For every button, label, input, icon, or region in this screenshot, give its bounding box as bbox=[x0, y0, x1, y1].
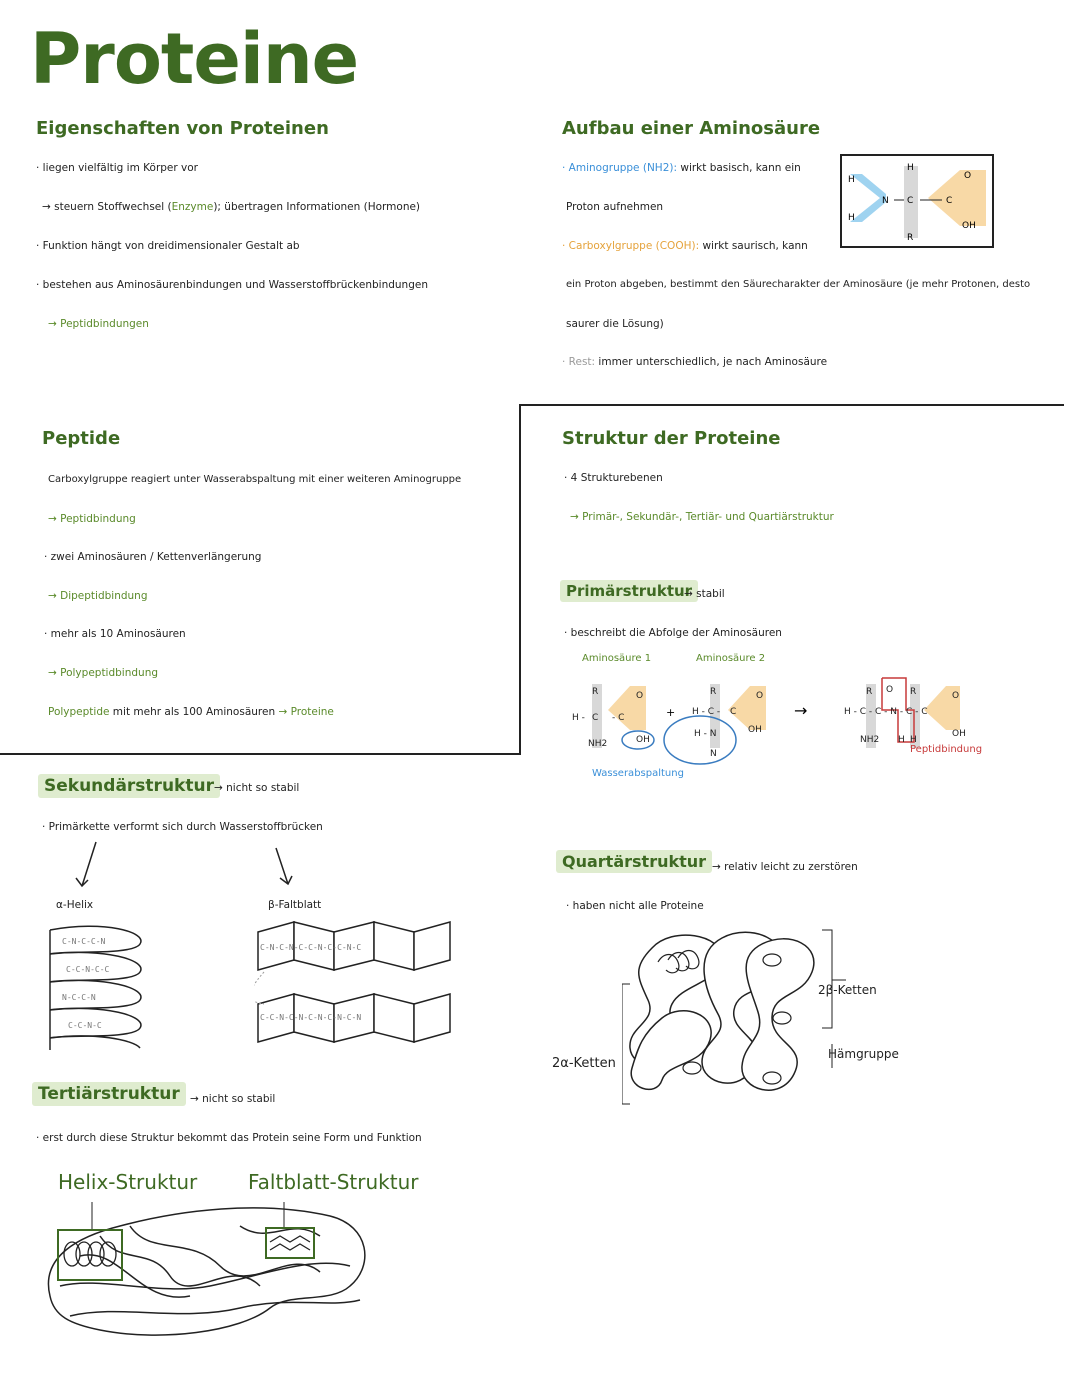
peptidbindung-label: Peptidbindung bbox=[910, 744, 983, 755]
svg-text:C-N-C-C-N: C-N-C-C-N bbox=[62, 937, 106, 946]
svg-text:H: H bbox=[910, 735, 917, 745]
svg-text:R: R bbox=[910, 687, 917, 697]
eigenschaften-line-4: · bestehen aus Aminosäurenbindungen und Wasserstoffbrückenbindungen bbox=[36, 279, 428, 291]
svg-text:N: N bbox=[710, 749, 717, 759]
eigenschaften-line-5: → Peptidbindungen bbox=[48, 318, 149, 330]
mol-c: C bbox=[907, 196, 914, 206]
plus-sign: + bbox=[666, 706, 676, 719]
svg-text:C-C-N-C: C-C-N-C bbox=[68, 1021, 102, 1030]
svg-text:NH2: NH2 bbox=[588, 739, 608, 749]
beta-ketten-label: 2β-Ketten bbox=[818, 983, 877, 997]
primaer-heading-wrap bbox=[560, 582, 698, 600]
reaction-arrow: → bbox=[794, 701, 808, 720]
haemoglobin-drawing bbox=[622, 928, 912, 1108]
svg-text:R: R bbox=[710, 687, 717, 697]
eigenschaften-line-2: → steuern Stoffwechsel (Enzyme); übertragen Informationen (Hormone) bbox=[42, 201, 421, 213]
aufbau-line-5: saurer die Lösung) bbox=[566, 318, 664, 330]
aufbau-heading: Aufbau einer Aminosäure bbox=[562, 118, 821, 139]
sekundaer-heading-wrap bbox=[38, 776, 220, 796]
quartaer-heading-wrap bbox=[556, 852, 712, 871]
sekundaer-line-1: · Primärkette verformt sich durch Wasserstoffbrücken bbox=[42, 821, 323, 833]
peptide-line-3: · zwei Aminosäuren / Kettenverlängerung bbox=[44, 551, 262, 563]
primaer-heading: Primärstruktur bbox=[560, 580, 698, 602]
eigenschaften-heading: Eigenschaften von Proteinen bbox=[36, 118, 329, 139]
primaer-line-1: · beschreibt die Abfolge der Aminosäuren bbox=[564, 627, 782, 639]
aufbau-line-1: · Aminogruppe (NH2): wirkt basisch, kann ein bbox=[562, 162, 801, 174]
eigenschaften-line-1: · liegen vielfältig im Körper vor bbox=[36, 162, 199, 174]
faltblatt-label: β-Faltblatt bbox=[268, 899, 322, 911]
mol-r: R bbox=[907, 233, 914, 243]
struktur-line-1: · 4 Strukturebenen bbox=[564, 472, 663, 484]
mol-h2: H bbox=[848, 213, 855, 223]
svg-text:C-C-N-C-N-C-N-C-N-C-N: C-C-N-C-N-C-N-C-N-C-N bbox=[260, 1013, 362, 1022]
svg-text:O: O bbox=[886, 685, 894, 695]
peptide-box-bottom-border bbox=[0, 753, 521, 755]
tertiaer-heading: Tertiärstruktur bbox=[32, 1082, 186, 1106]
sekundaer-arrows bbox=[60, 838, 360, 898]
tertiaer-note: → nicht so stabil bbox=[190, 1093, 276, 1105]
svg-text:H - C - C - N - C - C: H - C - C - N - C - C bbox=[844, 707, 928, 717]
mol-o: O bbox=[964, 171, 972, 181]
haemgruppe-label: Hämgruppe bbox=[828, 1047, 899, 1061]
sekundaer-heading: Sekundärstruktur bbox=[38, 774, 220, 798]
helix-struktur-label: Helix-Struktur bbox=[58, 1170, 198, 1194]
quartaer-heading: Quartärstruktur bbox=[556, 850, 712, 873]
aufbau-line-6: · Rest: immer unterschiedlich, je nach Aminosäure bbox=[562, 356, 828, 368]
alpha-helix-drawing bbox=[44, 920, 154, 1056]
svg-text:O: O bbox=[952, 691, 960, 701]
peptide-line-5: · mehr als 10 Aminosäuren bbox=[44, 628, 186, 640]
svg-text:- C: - C bbox=[612, 713, 625, 723]
sekundaer-note: → nicht so stabil bbox=[214, 782, 300, 794]
primaer-note: → stabil bbox=[684, 588, 725, 600]
svg-text:O: O bbox=[756, 691, 764, 701]
aminosaeure-diagram bbox=[840, 154, 994, 248]
aufbau-line-2: Proton aufnehmen bbox=[566, 201, 664, 213]
mol-n: N bbox=[882, 196, 889, 206]
faltblatt-struktur-label: Faltblatt-Struktur bbox=[248, 1170, 419, 1194]
svg-text:C-C-N-C-C: C-C-N-C-C bbox=[66, 965, 110, 974]
mol-oh: OH bbox=[962, 221, 976, 231]
svg-text:OH: OH bbox=[636, 735, 650, 745]
alpha-ketten-label: 2α-Ketten bbox=[552, 1056, 616, 1071]
svg-text:C: C bbox=[730, 707, 737, 717]
peptide-line-7: Polypeptide mit mehr als 100 Aminosäuren → Proteine bbox=[48, 706, 334, 718]
page-title: Proteine bbox=[30, 18, 359, 100]
peptide-box-right-border bbox=[519, 405, 521, 755]
helix-label: α-Helix bbox=[56, 899, 94, 911]
peptide-line-6: → Polypeptidbindung bbox=[48, 667, 159, 679]
svg-text:OH: OH bbox=[748, 725, 762, 735]
tertiaer-line-1: · erst durch diese Struktur bekommt das Protein seine Form und Funktion bbox=[36, 1132, 422, 1144]
svg-text:C: C bbox=[592, 713, 599, 723]
svg-text:H - N: H - N bbox=[694, 729, 717, 739]
quartaer-line-1: · haben nicht alle Proteine bbox=[566, 900, 704, 912]
peptide-line-2: → Peptidbindung bbox=[48, 513, 136, 525]
aufbau-line-3: · Carboxylgruppe (COOH): wirkt saurisch, kann bbox=[562, 240, 808, 252]
aufbau-line-4: ein Proton abgeben, bestimmt den Säurecharakter der Aminosäure (je mehr Protonen, desto bbox=[566, 279, 1031, 290]
primaer-as2: Aminosäure 2 bbox=[696, 653, 766, 664]
svg-text:C-N-C-N-C-C-N-C-C-N-C: C-N-C-N-C-C-N-C-C-N-C bbox=[260, 943, 362, 952]
struktur-heading: Struktur der Proteine bbox=[562, 428, 781, 449]
wasserabspaltung-label: Wasserabspaltung bbox=[592, 768, 684, 779]
svg-text:O: O bbox=[636, 691, 644, 701]
struktur-box-top-border bbox=[519, 404, 1064, 406]
peptide-line-4: → Dipeptidbindung bbox=[48, 590, 148, 602]
eigenschaften-line-3: · Funktion hängt von dreidimensionaler Gestalt ab bbox=[36, 240, 300, 252]
quartaer-note: → relativ leicht zu zerstören bbox=[712, 861, 858, 873]
peptide-line-1: Carboxylgruppe reagiert unter Wasserabspaltung mit einer weiteren Aminogruppe bbox=[48, 474, 462, 485]
peptide-heading: Peptide bbox=[42, 428, 121, 449]
tertiaer-drawing bbox=[40, 1196, 380, 1346]
mol-hc: H bbox=[907, 163, 914, 173]
beta-faltblatt-drawing bbox=[254, 912, 454, 1052]
svg-text:H: H bbox=[898, 735, 905, 745]
primaer-as1: Aminosäure 1 bbox=[582, 653, 652, 664]
svg-text:OH: OH bbox=[952, 729, 966, 739]
svg-text:N-C-C-N: N-C-C-N bbox=[62, 993, 96, 1002]
mol-cc: C bbox=[946, 196, 953, 206]
peptidbindung-diagram bbox=[560, 670, 1000, 780]
svg-text:R: R bbox=[866, 687, 873, 697]
svg-text:R: R bbox=[592, 687, 599, 697]
tertiaer-heading-wrap bbox=[32, 1084, 186, 1104]
struktur-line-2: → Primär-, Sekundär-, Tertiär- und Quartiärstruktur bbox=[570, 511, 834, 523]
svg-text:H -: H - bbox=[572, 713, 585, 723]
svg-text:H - C -: H - C - bbox=[692, 707, 721, 717]
mol-h1: H bbox=[848, 175, 855, 185]
svg-text:NH2: NH2 bbox=[860, 735, 880, 745]
